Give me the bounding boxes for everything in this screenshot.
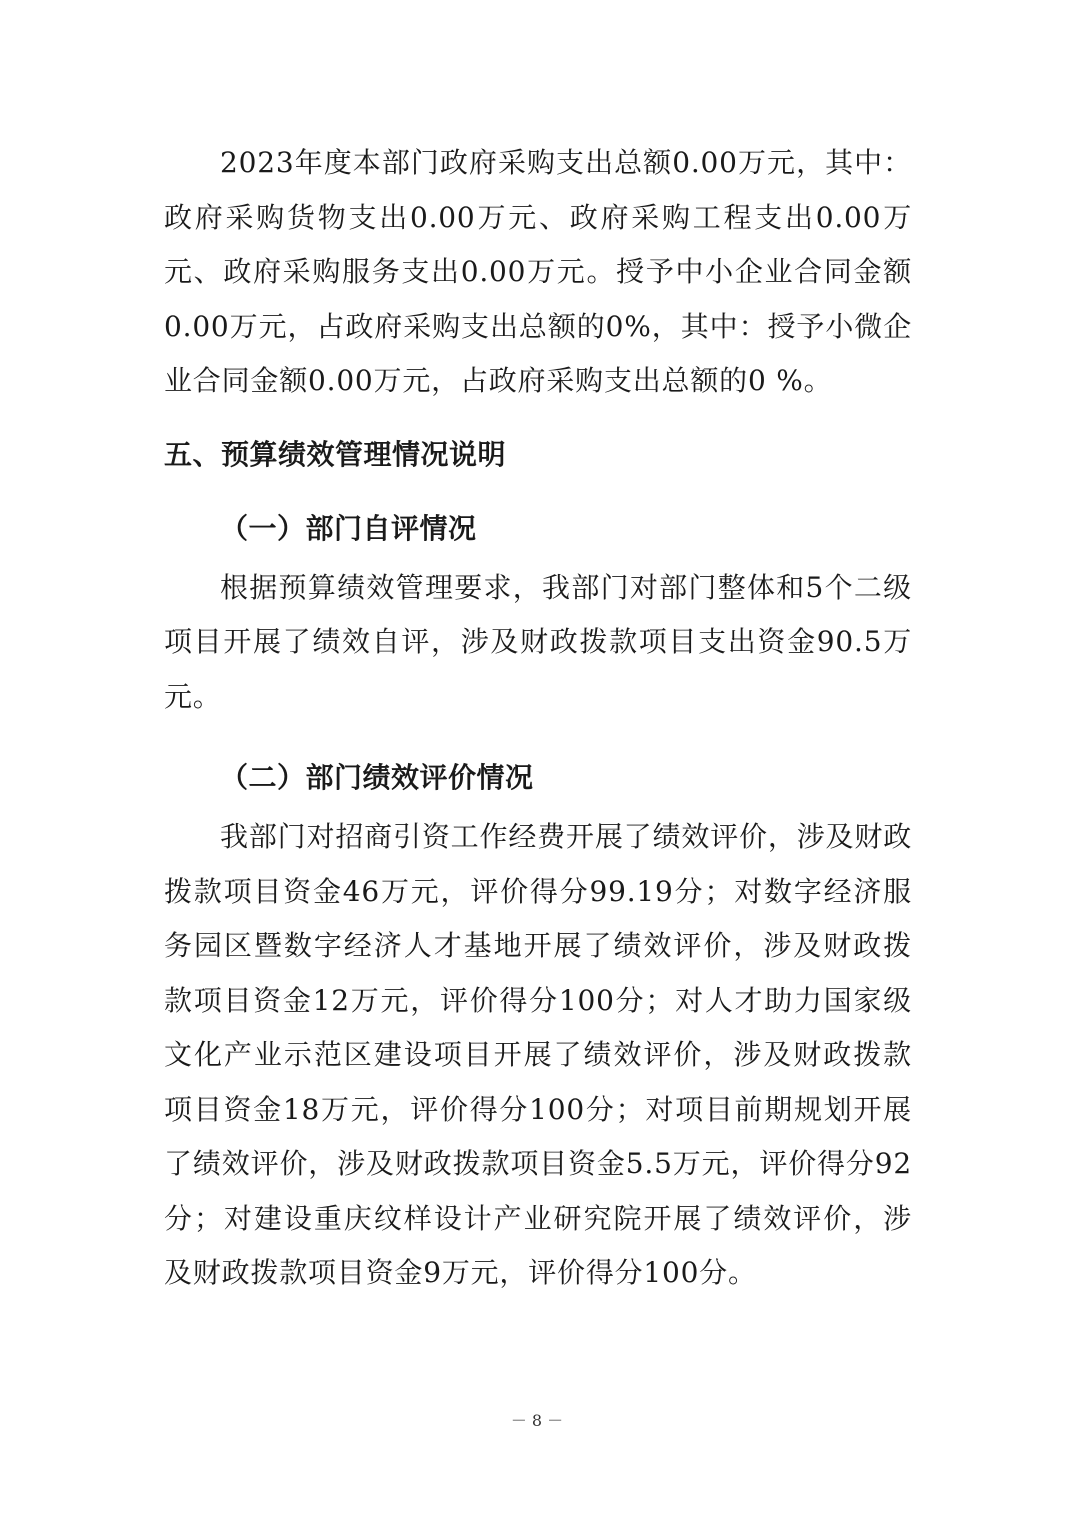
section-title: 五、预算绩效管理情况说明	[164, 437, 507, 471]
page-number: － 8 －	[510, 1411, 564, 1430]
document-body	[164, 136, 912, 1301]
subsection-self-evaluation-title: （一）部门自评情况	[220, 511, 477, 545]
self-evaluation-paragraph: 根据预算绩效管理要求，我部门对部门整体和5个二级项目开展了绩效自评，涉及财政拨款项目支出资金90.5万元。	[164, 570, 912, 713]
performance-evaluation-paragraph: 我部门对招商引资工作经费开展了绩效评价，涉及财政拨款项目资金46万元，评价得分99.19分；对数字经济服务园区暨数字经济人才基地开展了绩效评价，涉及财政拨款项目资金12万元，评价得分100分；对人才助力国家级文化产业示范区建设项目开展了绩效评价，涉及财政拨款项目资金18万元，评价得分100分；对项目前期规划开展了绩效评价，涉及财政拨款项目资金5.5万元，评价得分92分；对建设重庆纹样设计产业研究院开展了绩效评价，涉及财政拨款项目资金9万元，评价得分100分。	[164, 820, 912, 1289]
procurement-paragraph: 2023年度本部门政府采购支出总额0.00万元，其中：政府采购货物支出0.00万元、政府采购工程支出0.00万元、政府采购服务支出0.00万元。授予中小企业合同金额0.00万元，占政府采购支出总额的0%，其中：授予小微企业合同金额0.00万元，占政府采购支出总额的0 %。	[164, 146, 912, 397]
subsection-performance-evaluation-title: （二）部门绩效评价情况	[220, 761, 534, 794]
